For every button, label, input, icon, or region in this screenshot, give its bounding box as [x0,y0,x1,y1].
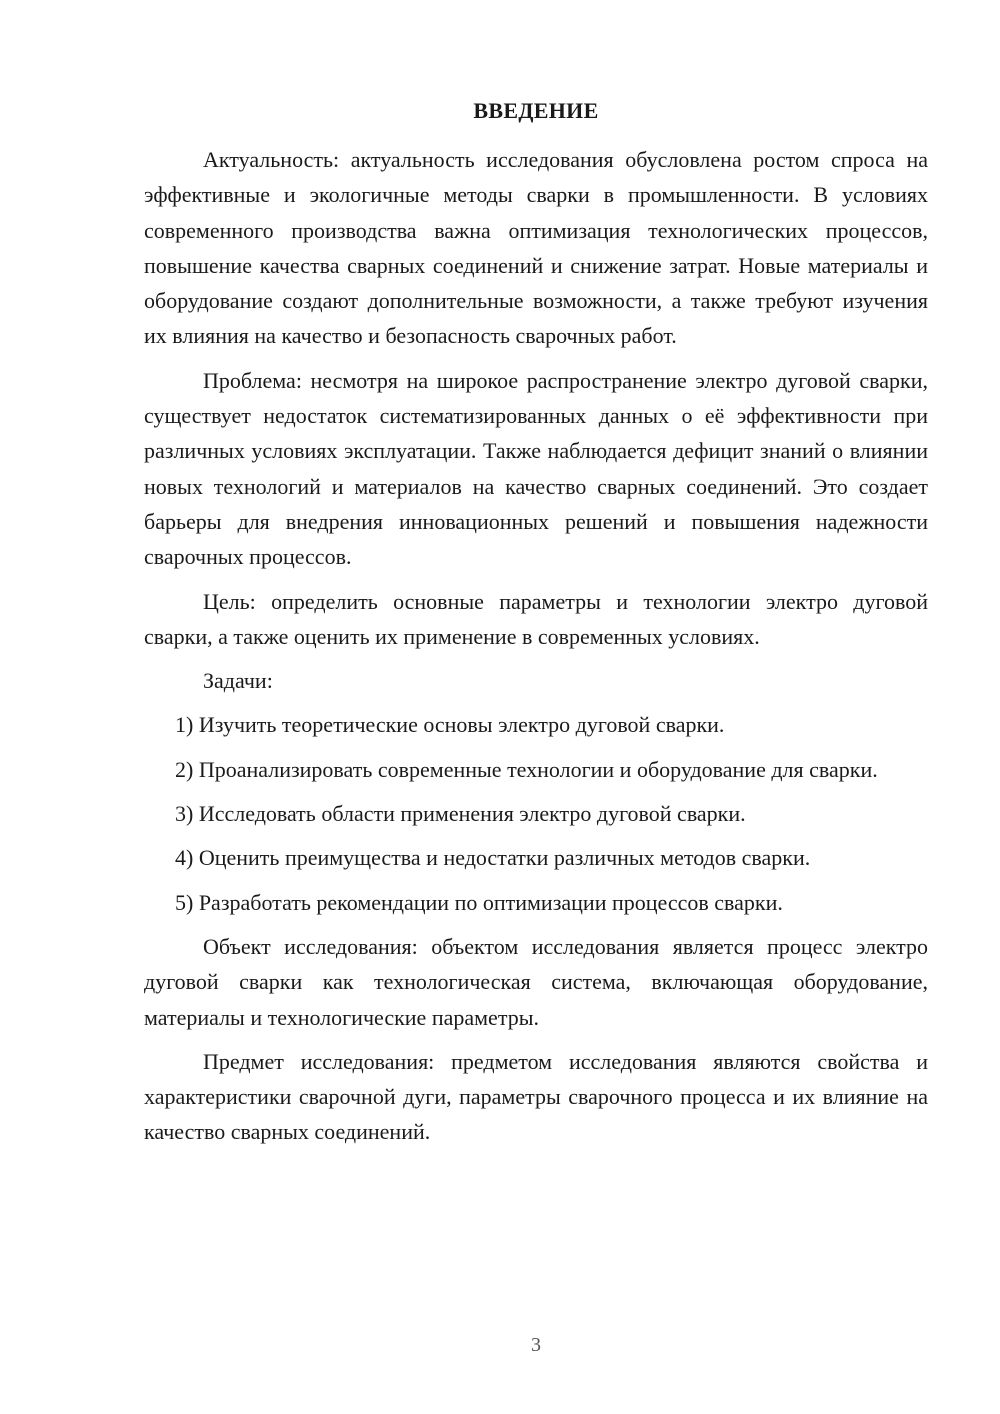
paragraph-problem: Проблема: несмотря на широкое распространение электро дуговой сварки, существует недостаток систематизированных данных о её эффективности при различных условиях эксплуатации. Также наблюдается дефицит знаний о влиянии новых технологий и материалов на качество сварных соединений. Это создает барьеры для внедрения инновационных решений и повышения надежности сварочных процессов. [144,367,928,570]
task-item: 1) Изучить теоретические основы электро дуговой сварки. [175,712,725,738]
page-number: 3 [531,1334,541,1356]
paragraph-relevance: Актуальность: актуальность исследования обусловлена ростом спроса на эффективные и экологичные методы сварки в промышленности. В условиях современного производства важна оптимизация технологических процессов, повышение качества сварных соединений и снижение затрат. Новые материалы и оборудование создают дополнительные возможности, а также требуют изучения их влияния на качество и безопасность сварочных работ. [144,147,928,349]
page-title: ВВЕДЕНИЕ [473,98,599,123]
paragraph-object: Объект исследования: объектом исследования является процесс электро дуговой сварки как технологическая система, включающая оборудование, материалы и технологические параметры. [144,933,928,1030]
task-item: 3) Исследовать области применения электро дуговой сварки. [175,801,746,827]
paragraph-subject: Предмет исследования: предметом исследования являются свойства и характеристики сварочной дуги, параметры сварочного процесса и их влияние на качество сварных соединений. [144,1048,928,1145]
paragraph-goal: Цель: определить основные параметры и технологии электро дуговой сварки, а также оценить их применение в современных условиях. [144,588,928,649]
tasks-heading: Задачи: [203,668,273,694]
task-item: 5) Разработать рекомендации по оптимизации процессов сварки. [175,889,783,915]
task-item: 4) Оценить преимущества и недостатки различных методов сварки. [175,845,811,871]
document-body [144,142,928,1159]
task-item: 2) Проанализировать современные технологии и оборудование для сварки. [175,756,878,782]
